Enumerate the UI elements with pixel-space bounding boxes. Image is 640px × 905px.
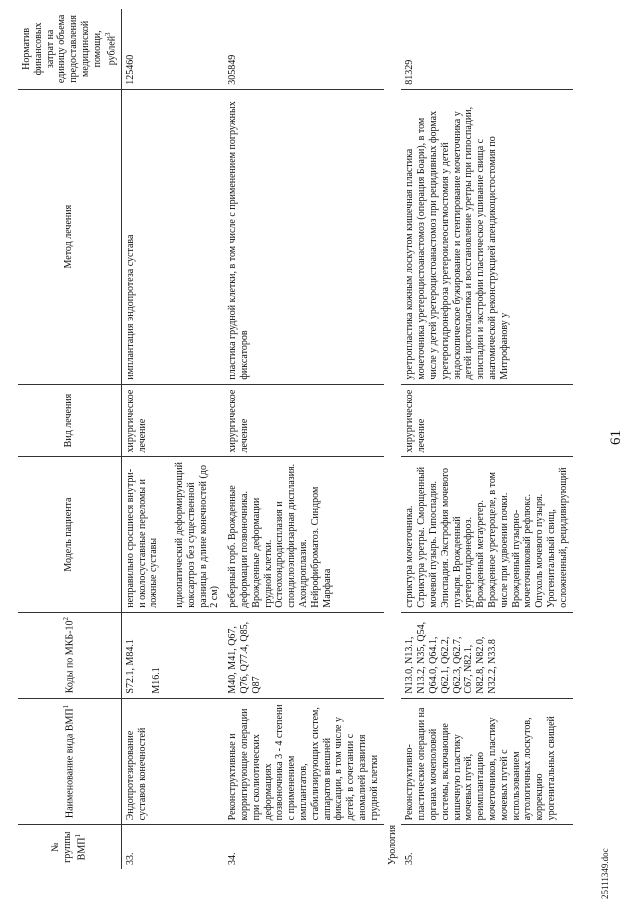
header-method: Метод лечения — [18, 89, 121, 384]
row-model: неправильно сросшиеся внутри- и околосуставные переломы и ложные суставы идиопатический деформирующий коксартроз без существенной разницы в длине конечностей (до 2 см) — [121, 457, 224, 612]
row-num: 35. — [404, 852, 416, 865]
row-num: 33. — [124, 852, 136, 865]
table-header-row — [18, 9, 121, 869]
header-model: Модель пациента — [18, 457, 121, 612]
row-type: хирургическое лечение — [224, 384, 383, 457]
table-row — [224, 9, 383, 869]
header-num: № группы ВМП$^1$ — [18, 825, 121, 869]
row-model: стриктура мочеточника. Стриктура уретры. Сморщенный мочевой пузырь. Гипоспадия. Эписпадия. Экстрофия мочевого пузыря. Врожденный уретерогидронефроз. Врожденный мегауретер. Врожденное уретероцеле, в том числе при удвоении почки. Врожденный пузырно-мочеточниковый рефлюкс. Опухоль мочевого пузыря. Урогенитальный свищ, осложненный, рецидивирующий — [401, 457, 572, 612]
table-row — [121, 9, 224, 869]
row-method: пластика грудной клетки, в том числе с применением погружных фиксаторов — [224, 89, 383, 384]
row-name: Эндопротезирование суставов конечностей — [121, 698, 224, 825]
row-codes: S72.1, M84.1 M16.1 — [121, 612, 224, 698]
footer-file-name: 25111349.doc — [600, 848, 610, 899]
row-norm: 81329 — [401, 9, 572, 89]
row-method: уретропластика кожным лоскутом кишечная пластика мочеточника уретероцистоанастомоз (операция Боари), в том числе у детей уретероцистоанастомоз при рецидивных формах уретерогидронефроза уретероилеосигмостомия у детей эндоскопическое бужирование и стентирование мочеточника у детей цистопластика и восстановление уретры при гипоспадии, эписпадии и экстрофии пластическое ушивание свища с анатомической реконструкцией апендикоцистостомия по Митрофанову у — [401, 89, 572, 384]
page-number: 61 — [608, 430, 624, 445]
header-codes: Коды по МКБ-$10^2$ — [18, 612, 121, 698]
row-method: имплантация эндопротеза сустава — [121, 89, 224, 384]
row-type: хирургическое лечение — [401, 384, 572, 457]
row-norm: 305849 — [224, 9, 383, 89]
header-name: Наименование вида ВМП$^1$ — [18, 698, 121, 825]
row-codes: N13.0, N13.1, N13.2, N35, Q54, Q64.0, Q64.1, Q62.1, Q62.2, Q62.3, Q62.7, C67, N82.1, N82.8, N82.0, N32.2, N33.8 — [401, 612, 572, 698]
section-row — [384, 9, 402, 869]
row-norm: 125460 — [121, 9, 224, 89]
procedures-table — [18, 9, 573, 869]
row-model: реберный горб. Врожденные деформации позвоночника. Врожденные деформации грудной клетки. Остеохондродисплазия и спондилоэпифизарная дисплазия. Ахондроплазия. Нейрофиброматоз. Синдром Марфана — [224, 457, 383, 612]
row-type: хирургическое лечение — [121, 384, 224, 457]
header-type: Вид лечения — [18, 384, 121, 457]
header-norm: Норматив финансовых затрат на единицу объема предоставления медицинской помощи, рублей$^3$ — [18, 9, 121, 89]
table-row — [401, 9, 572, 869]
section-title: Урология — [386, 824, 398, 865]
row-num: 34. — [227, 852, 239, 865]
row-name: Реконструктивные и корригирующие операции при сколиотических деформациях позвоночника 3 - 4 степени с применением имплантатов, стабилизирующих систем, аппаратов внешней фиксации, в том числе у детей, в сочетании с аномалией развития грудной клетки — [224, 698, 383, 825]
row-codes: M40, M41, Q67, Q76, Q77.4, Q85, Q87 — [224, 612, 383, 698]
row-name: Реконструктивно-пластические операции на органах мочеполовой системы, включающие кишечную пластику мочевых путей, реимплантацию мочеточников, пластику мочевых путей с использованием аутологичных лоскутов, коррекцию урогенитальных свищей — [401, 698, 572, 825]
